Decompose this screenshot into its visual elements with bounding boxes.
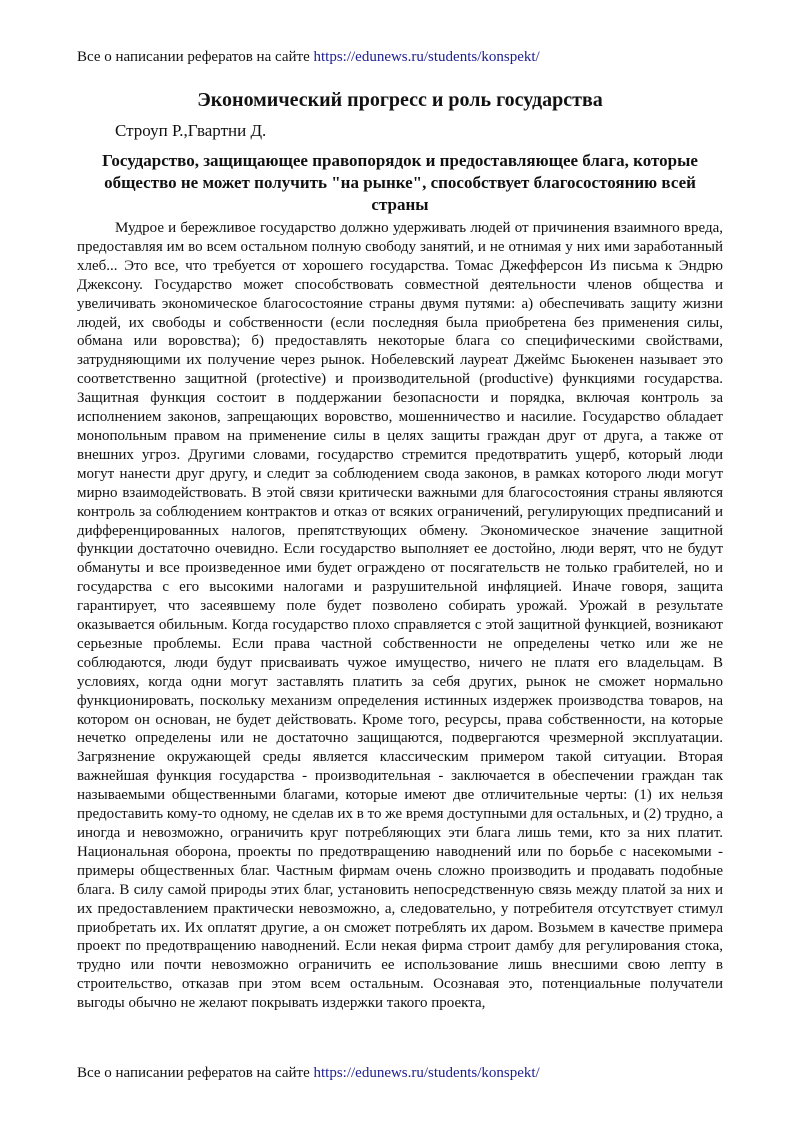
document-subtitle: Государство, защищающее правопорядок и предоставляющее блага, которые общество не может получить "на рынке", способствует благосостоянию всей страны [102,151,698,214]
page-footer [77,1064,540,1082]
page-header [77,48,540,66]
body-paragraph: Мудрое и бережливое государство должно удерживать людей от причинения взаимного вреда, предоставляя им во всем остальном полную свободу занятий, и не отнимая у них ими заработанный хлеб... Это все, что требуется от хорошего государства. Томас Джефферсон Из письма к Эндрю Джексону. Государство может способствовать совместной деятельности членов общества и увеличивать экономическое благосостояние страны двумя путями: а) обеспечивать защиту жизни людей, их свободы и собственности (если последняя была приобретена без применения силы, обмана или воровства); б) предоставлять некоторые блага со специфическими свойствами, затрудняющими их получение через рынок. Нобелевский лауреат Джеймс Бьюкенен называет это соответственно защитной (protective) и производительной (productive) функциями государства. Защитная функция состоит в поддержании безопасности и порядка, включая контроль за исполнением законов, запрещающих воровство, мошенничество и насилие. Государство обладает монопольным правом на применение силы в целях защиты граждан друг от друга, а также от внешних угроз. Другими словами, государство стремится предотвратить ущерб, который люди могут нанести друг другу, и следит за соблюдением свода законов, в рамках которого люди могут мирно взаимодействовать. В этой связи критически важными для благосостояния страны являются контроль за соблюдением контрактов и отказ от всяких ограничений, регулирующих предписаний и дифференцированных налогов, препятствующих обмену. Экономическое значение защитной функции достаточно очевидно. Если государство выполняет ее достойно, люди верят, что не будут обмануты и все произведенное ими будет ограждено от посягательств не только грабителей, но и государства с его высокими налогами и разрушительной инфляцией. Иначе говоря, защита гарантирует, что засеявшему поле будет позволено собирать урожай. Урожай в результате оказывается обильным. Когда государство плохо справляется с этой защитной функцией, возникают серьезные проблемы. Если права частной собственности не определены четко или же не соблюдаются, люди будут присваивать чужое имущество, ничего не платя его владельцам. В условиях, когда одни могут заставлять платить за себя других, рынок не сможет нормально функционировать, поскольку механизм определения истинных издержек производства товаров, на котором он основан, не будет действовать. Кроме того, ресурсы, права собственности, на которые нечетко определены или не достаточно защищаются, подвергаются чрезмерной эксплуатации. Загрязнение окружающей среды является классическим примером такой ситуации. Вторая важнейшая функция государства - производительная - заключается в обеспечении граждан так называемыми общественными благами, которые имеют две отличительные черты: (1) их нельзя предоставить кому-то одному, не сделав их в то же время доступными для остальных, и (2) трудно, а иногда и невозможно, ограничить круг потребляющих эти блага лишь теми, кто за них платит. Национальная оборона, проекты по предотвращению наводнений или по борьбе с насекомыми - примеры общественных благ. Частным фирмам очень сложно производить и продавать подобные блага. В силу самой природы этих благ, установить непосредственную связь между платой за них и их предоставлением практически невозможно, а, следовательно, у потребителя отсутствует стимул приобретать их. Их оплатят другие, а он сможет потреблять их даром. Возьмем в качестве примера проект по предотвращению наводнений. Если некая фирма строит дамбу для регулирования стока, трудно или почти невозможно ограничить ее использование лишь внесшими свою лепту в строительство, отказав при этом всем остальным. Осознавая это, потенциальные получатели выгоды обычно не желают покрывать издержки такого проекта, [77,220,723,1012]
document-authors: Строуп Р.,Гвартни Д. [115,121,267,140]
header-link[interactable]: https://edunews.ru/students/konspekt/ [313,49,540,65]
document-title: Экономический прогресс и роль государства [197,89,603,111]
header-text: Все о написании рефератов на сайте [77,49,314,65]
footer-link[interactable]: https://edunews.ru/students/konspekt/ [313,1065,540,1081]
footer-text: Все о написании рефератов на сайте [77,1065,314,1081]
